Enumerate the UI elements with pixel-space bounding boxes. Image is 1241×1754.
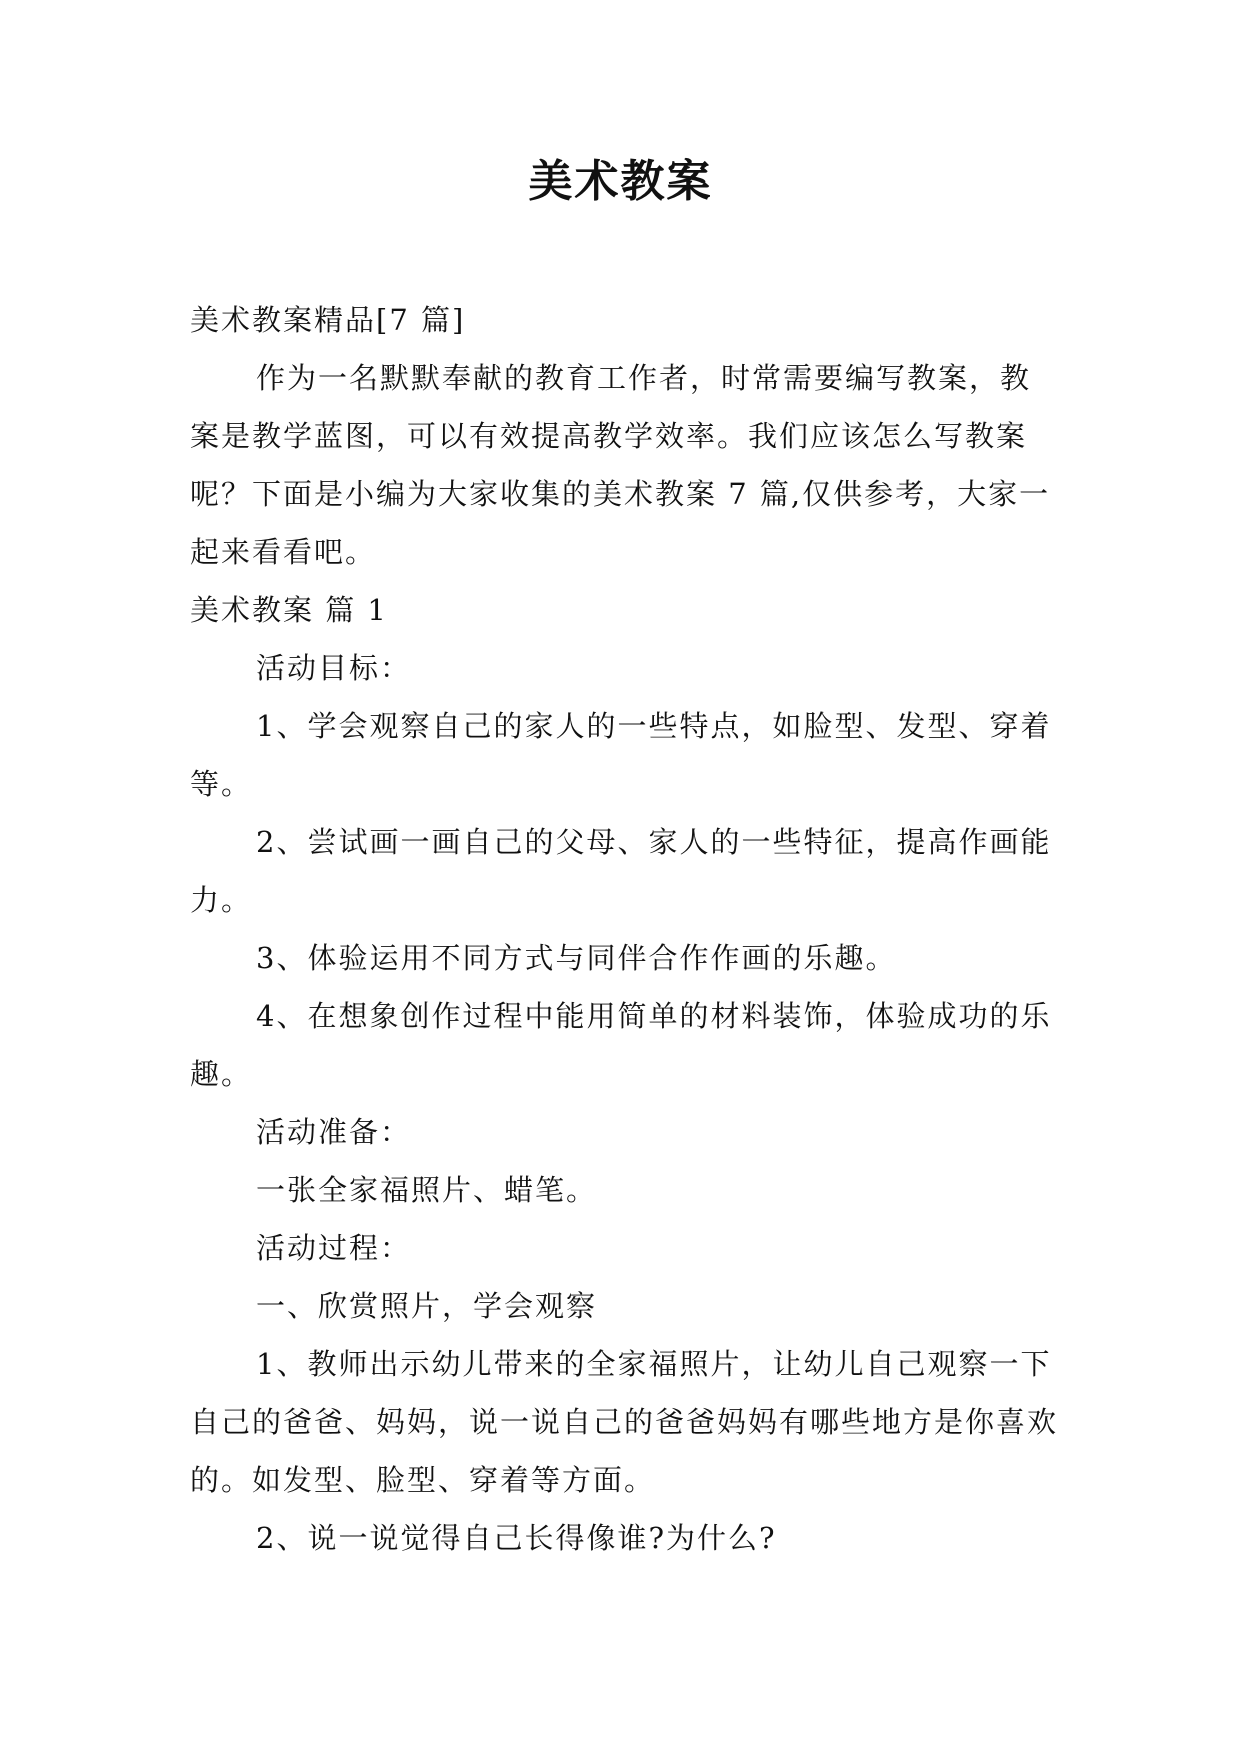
- subheading-activity-goals: 活动目标：: [256, 651, 412, 685]
- collection-heading: 美术教案精品[7 篇]: [190, 303, 466, 337]
- intro-paragraph: 作为一名默默奉献的教育工作者，时常需要编写教案，教案是教学蓝图，可以有效提高教学效率。我们应该怎么写教案呢？下面是小编为大家收集的美术教案 7 篇,仅供参考，大家一起来看看吧。: [190, 361, 1051, 569]
- preparation-item: 一张全家福照片、蜡笔。: [256, 1173, 598, 1207]
- section-heading: 美术教案 篇 1: [190, 593, 388, 627]
- process-step-heading: 一、欣赏照片，学会观察: [256, 1289, 598, 1323]
- process-item-2: 2、说一说觉得自己长得像谁?为什么?: [256, 1521, 777, 1555]
- document-body: [190, 291, 1060, 1567]
- process-item-1: 1、教师出示幼儿带来的全家福照片，让幼儿自己观察一下自己的爸爸、妈妈，说一说自己的爸爸妈妈有哪些地方是你喜欢的。如发型、脸型、穿着等方面。: [190, 1347, 1059, 1497]
- goal-item-2: 2、尝试画一画自己的父母、家人的一些特征，提高作画能力。: [190, 825, 1052, 917]
- goal-item-1: 1、学会观察自己的家人的一些特点，如脸型、发型、穿着等。: [190, 709, 1052, 801]
- subheading-activity-preparation: 活动准备：: [256, 1115, 412, 1149]
- document-title: 美术教案: [528, 156, 713, 207]
- goal-item-3: 3、体验运用不同方式与同伴合作作画的乐趣。: [256, 941, 897, 975]
- subheading-activity-process: 活动过程：: [256, 1231, 412, 1265]
- goal-item-4: 4、在想象创作过程中能用简单的材料装饰，体验成功的乐趣。: [190, 999, 1052, 1091]
